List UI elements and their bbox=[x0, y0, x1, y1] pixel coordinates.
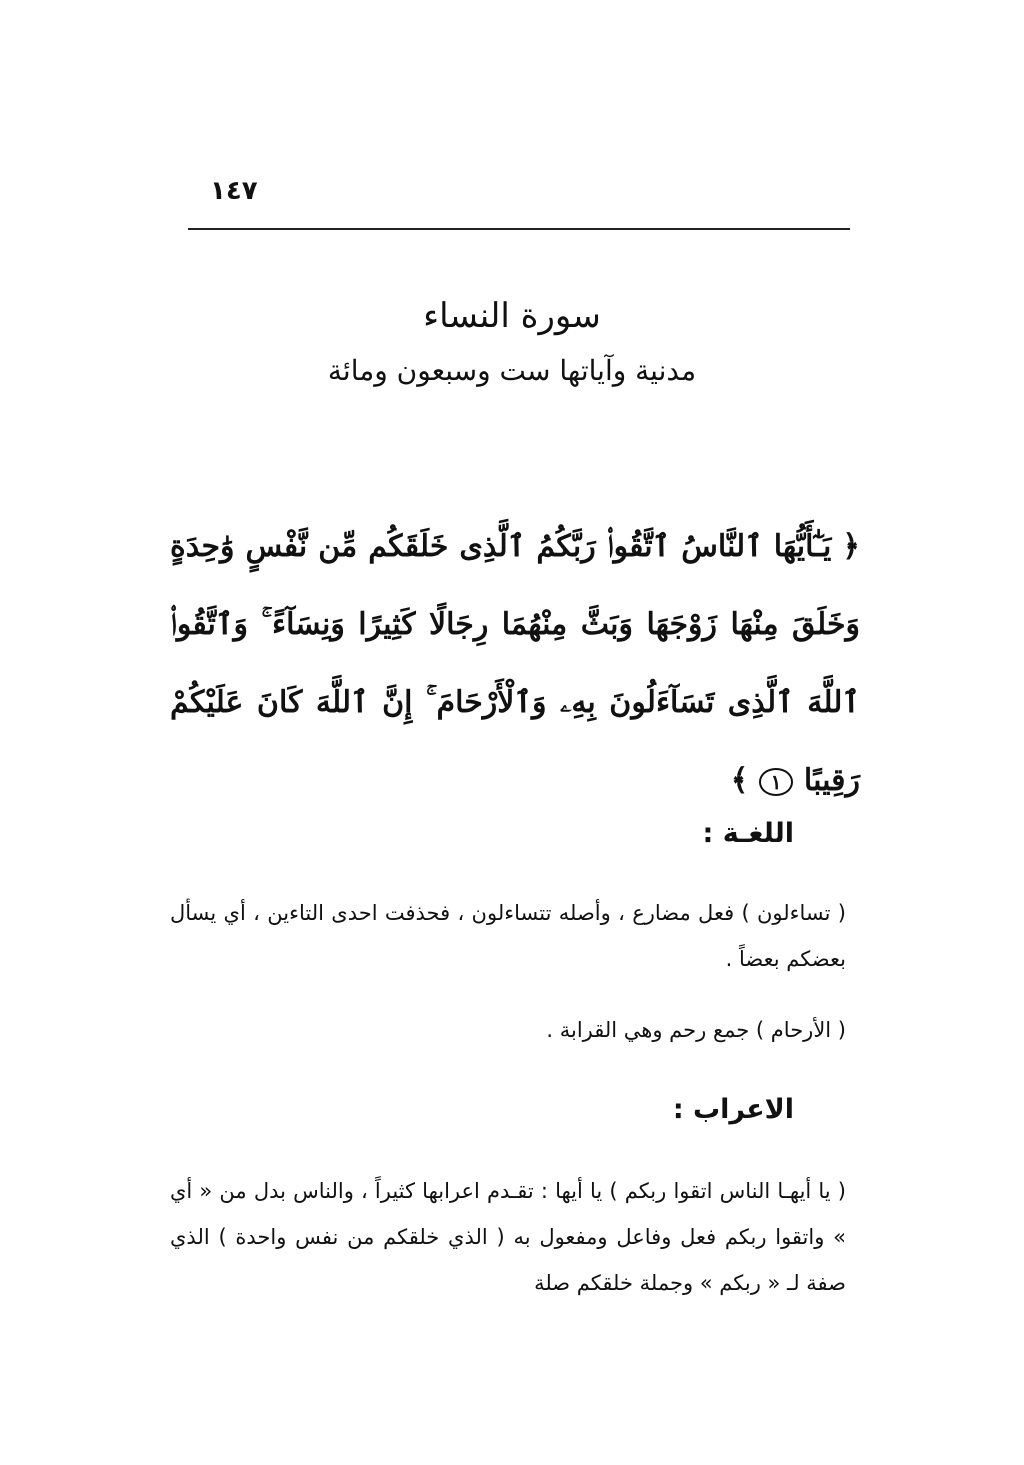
grammar-heading: الاعراب : bbox=[672, 1094, 794, 1125]
verse-text: يَـٰٓأَيُّهَا ٱلنَّاسُ ٱتَّقُوا۟ رَبَّكُمُ ٱلَّذِى خَلَقَكُم مِّن نَّفْسٍ وَٰحِدَةٍ وَخَلَقَ مِنْهَا زَوْجَهَا وَبَثَّ مِنْهُمَا رِجَالًا كَثِيرًا وَنِسَآءً ۚ وَٱتَّقُوا۟ ٱللَّهَ ٱلَّذِى تَسَآءَلُونَ بِهِۦ وَٱلْأَرْحَامَ ۚ إِنَّ ٱللَّهَ كَانَ عَلَيْكُمْ رَقِيبًا bbox=[170, 529, 860, 798]
verse-number: ١ bbox=[759, 768, 794, 796]
surah-subtitle: مدنية وآياتها ست وسبعون ومائة bbox=[327, 354, 697, 387]
verse-open-bracket: ﴿ bbox=[842, 529, 860, 564]
page-number: ١٤٧ bbox=[210, 176, 258, 206]
language-paragraph-1: ( تساءلون ) فعل مضارع ، وأصله تتساءلون ، فحذفت احدى التاءين ، أي يسأل بعضكم بعضاً . bbox=[170, 901, 846, 971]
quran-verse bbox=[170, 508, 860, 820]
verse-close-bracket: ﴾ bbox=[730, 763, 749, 798]
grammar-paragraph-1: ( يا أيهـا الناس اتقوا ربكم ) يا أيها : تقـدم اعرابها كثيراً ، والناس بدل من « أي » واتقوا ربكم فعل وفاعل ومفعول به ( الذي خلقكم من نفس واحدة ) الذي صفة لـ « ربكم » وجملة خلقكم صلة bbox=[170, 1179, 846, 1295]
header-rule bbox=[188, 228, 850, 230]
surah-title: سورة النساء bbox=[423, 296, 601, 336]
language-paragraph-2: ( الأرحام ) جمع رحم وهي القرابة . bbox=[546, 1018, 846, 1042]
language-heading: اللغـة : bbox=[702, 818, 794, 849]
